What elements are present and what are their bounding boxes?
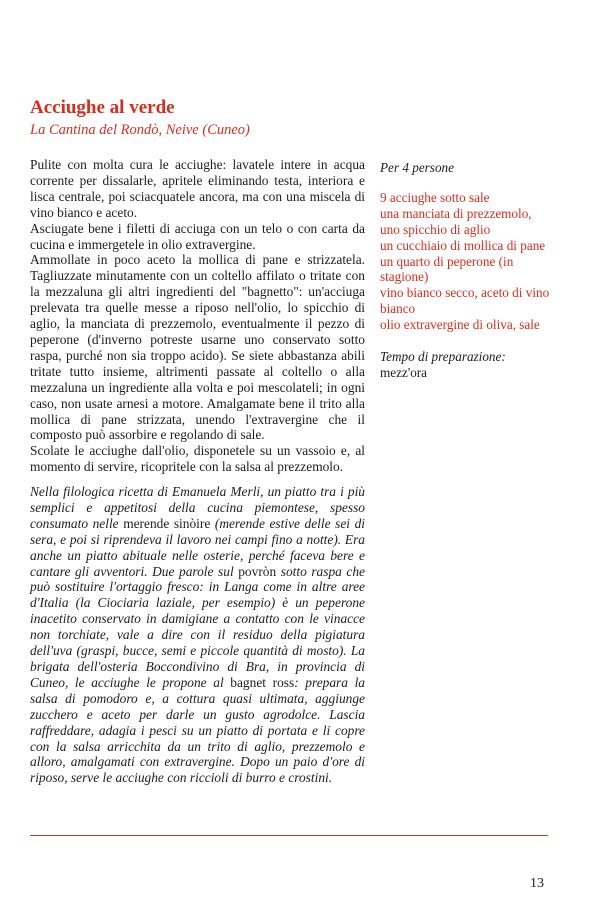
ingredients-list: [380, 190, 555, 333]
instruction-paragraph: Scolate le acciughe dall'olio, disponetele su un vassoio e, al momento di servire, ricopritele con la salsa al prezzemolo.: [30, 443, 365, 475]
recipe-source: La Cantina del Rondò, Neive (Cuneo): [30, 122, 250, 138]
ingredient-item: uno spicchio di aglio: [380, 221, 491, 237]
recipe-title: Acciughe al verde: [30, 97, 175, 118]
recipe-note: [30, 484, 365, 786]
instruction-paragraph: Asciugate bene i filetti di acciuga con un telo o con carta da cucina e immergetele in olio extravergine.: [30, 220, 365, 252]
ingredient-item: 9 acciughe sotto sale: [380, 189, 490, 205]
footer-divider: [30, 835, 548, 836]
note-term: bagnet ross: [230, 674, 295, 690]
ingredient-item: un quarto di peperone (in stagione): [380, 253, 514, 285]
note-text: : prepara la salsa di pomodoro e, a cottura quasi ultimata, aggiunge zucchero e aceto per darle un gusto agrodolce. Lascia raffreddare, adagia i pesci su un piatto di portata e li copre con la salsa arricchita da un trito di aglio, prezzemolo e alloro, amalgamati con extravergine. Dopo un paio d'ore di riposo, serve le acciughe con riccioli di burro e crostini.: [30, 674, 365, 786]
note-term: merende sinòire: [123, 515, 211, 531]
note-text: sotto raspa che può sostituire l'ortaggio fresco: in Langa come in altre aree d'Italia (la Ciociaria laziale, per esempio) è un peperone inacetito conservato in damigiane a contatto con le vinacce non torchiate, vale a dire con il residuo della pigiatura dell'uva (graspi, bucce, semi e piccole quantità di mosto). La brigata dell'osteria Boccondivino di Bra, in provincia di Cuneo, le acciughe le propone al: [30, 563, 365, 690]
serves-label: Per 4 persone: [380, 160, 454, 175]
prep-time-label: Tempo di preparazione:: [380, 349, 506, 365]
ingredient-item: una manciata di prezzemolo,: [380, 205, 532, 221]
ingredient-item: un cucchiaio di mollica di pane: [380, 237, 546, 253]
recipe-sidebar: [380, 160, 555, 381]
ingredient-item: olio extravergine di oliva, sale: [380, 317, 540, 333]
note-text: (merende estive delle sei di sera, e poi si riprendeva il lavoro nei campi fino a notte). Era anche un piatto abituale nelle osterie, perché faceva bere e cantare gli avventori. Due parole sul: [30, 515, 365, 579]
ingredient-item: vino bianco secco, aceto di vino bianco: [380, 285, 550, 317]
note-term: povròn: [238, 563, 277, 579]
instruction-paragraph: Ammollate in poco aceto la mollica di pane e strizzatela. Tagliuzzate minutamente con un coltello affilato o tritate con la mezzaluna gli altri ingredienti del "bagnetto": un'acciuga prelevata tra quelle messe a riposo nell'olio, lo spicchio di aglio, la manciata di prezzemolo, eventualmente il pezzo di peperone (d'inverno potreste usarne uno conservato sotto raspa, purché non sia troppo acido). Se siete abbastanza abili tritate tutto insieme, altrimenti passate al coltello o alla mezzaluna un ingrediente alla volta e poi mescolateli; in ogni caso, non usate arnesi a motore. Amalgamate bene il trito alla mollica di pane strizzata, unendo l'extravergine che il composto può assorbire e regolando di sale.: [30, 252, 365, 443]
prep-time-value: mezz'ora: [380, 364, 428, 380]
page-number: 13: [530, 876, 544, 891]
instructions: [30, 157, 365, 475]
note-text: Nella filologica ricetta di Emanuela Merli, un piatto tra i più semplici e appetitosi della cucina piemontese, spesso consumato nelle: [30, 484, 365, 531]
instruction-paragraph: Pulite con molta cura le acciughe: lavatele intere in acqua corrente per dissalarle, apritele eliminando testa, interiora e lisca centrale, poi sciacquatele ancora, ma con una miscela di vino bianco e aceto.: [30, 157, 365, 220]
